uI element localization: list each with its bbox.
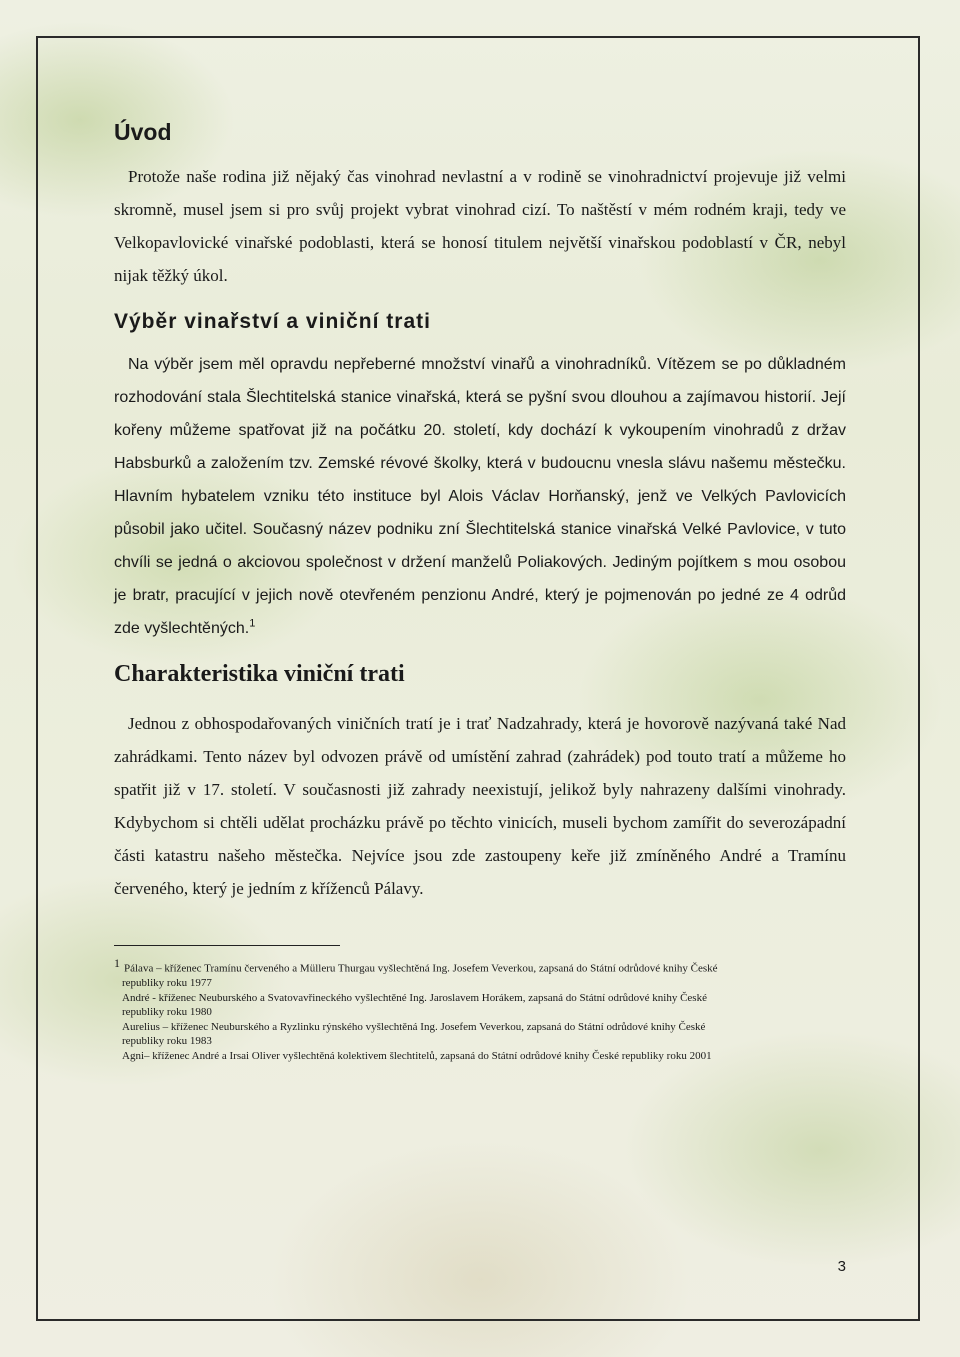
footnote-number: 1 (114, 956, 120, 970)
footnote-separator (114, 945, 340, 946)
page-number: 3 (837, 1258, 846, 1275)
footnote-line: Agni– kříženec André a Irsai Oliver vyšlechtěná kolektivem šlechtitelů, zapsaná do Státní odrůdové knihy České republiky roku 2001 (122, 1049, 712, 1062)
document-body (114, 112, 846, 1063)
section-paragraph-vyber (114, 348, 846, 645)
section-text-vyber: Na výběr jsem měl opravdu nepřeberné množství vinařů a vinohradníků. Vítězem se po důkladném rozhodování stala Šlechtitelská stanice vinařská, která se pyšní svou dlouhou a zajímavou historií. Její kořeny můžeme spatřovat již na počátku 20. století, kdy dochází k vykoupením vinohradů z držav Habsburků a založením tzv. Zemské révové školky, která v budoucnu vnesla slávu našemu městečku. Hlavním hybatelem vzniku této instituce byl Alois Václav Horňanský, jenž ve Velkých Pavlovicích působil jako učitel. Současný název podniku zní Šlechtitelská stanice vinařská Velké Pavlovice, v tuto chvíli se jedná o akciovou společnost v držení manželů Poliakových. Jediným pojítkem s mou osobou je bratr, pracující v jejich nově otevřeném penzionu André, který je pojmenován po jedné ze 4 odrůd zde vyšlechtěných. (114, 356, 846, 637)
footnotes (114, 956, 846, 1063)
section-heading-vyber: Výběr vinařství a viniční trati (114, 310, 431, 333)
section-heading-charakteristika: Charakteristika viniční trati (114, 661, 405, 687)
footnote-line: André - kříženec Neuburského a Svatovavřineckého vyšlechtěné Ing. Jaroslavem Horákem, zapsaná do Státní odrůdové knihy České (122, 991, 707, 1004)
footnote-line: republiky roku 1980 (122, 1006, 212, 1019)
footnote-line: 1 Pálava – kříženec Tramínu červeného a Mülleru Thurgau vyšlechtěná Ing. Josefem Veverkou, zapsaná do Státní odrůdové knihy České (114, 956, 718, 975)
intro-paragraph: Protože naše rodina již nějaký čas vinohrad nevlastní a v rodině se vinohradnictví projevuje již velmi skromně, musel jsem si pro svůj projekt vybrat vinohrad cizí. To naštěstí v mém rodném kraji, tedy ve Velkopavlovické vinařské podoblasti, která se honosí titulem největší vinařskou podoblastí v ČR, nebyl nijak těžký úkol. (114, 167, 846, 285)
footnote-line: republiky roku 1977 (122, 977, 212, 990)
footnote-line: republiky roku 1983 (122, 1035, 212, 1048)
intro-heading: Úvod (114, 119, 172, 145)
footnote-reference[interactable]: 1 (249, 617, 256, 630)
section-paragraph-charakteristika: Jednou z obhospodařovaných viničních tratí je i trať Nadzahrady, která je hovorově nazývaná také Nad zahrádkami. Tento název byl odvozen právě od umístění zahrad (zahrádek) pod touto tratí a můžeme ho spatřit již v 17. století. V současnosti již zahrady neexistují, jelikož byly nahrazeny dalšími vinohrady. Kdybychom si chtěli udělat procházku právě po těchto vinicích, museli bychom zamířit do severozápadní části katastru našeho městečka. Nejvíce jsou zde zastoupeny keře již zmíněného André a Tramínu červeného, který je jedním z kříženců Pálavy. (114, 714, 846, 898)
footnote-line: Aurelius – kříženec Neuburského a Ryzlinku rýnského vyšlechtěná Ing. Josefem Veverkou, zapsaná do Státní odrůdové knihy České (122, 1020, 706, 1033)
